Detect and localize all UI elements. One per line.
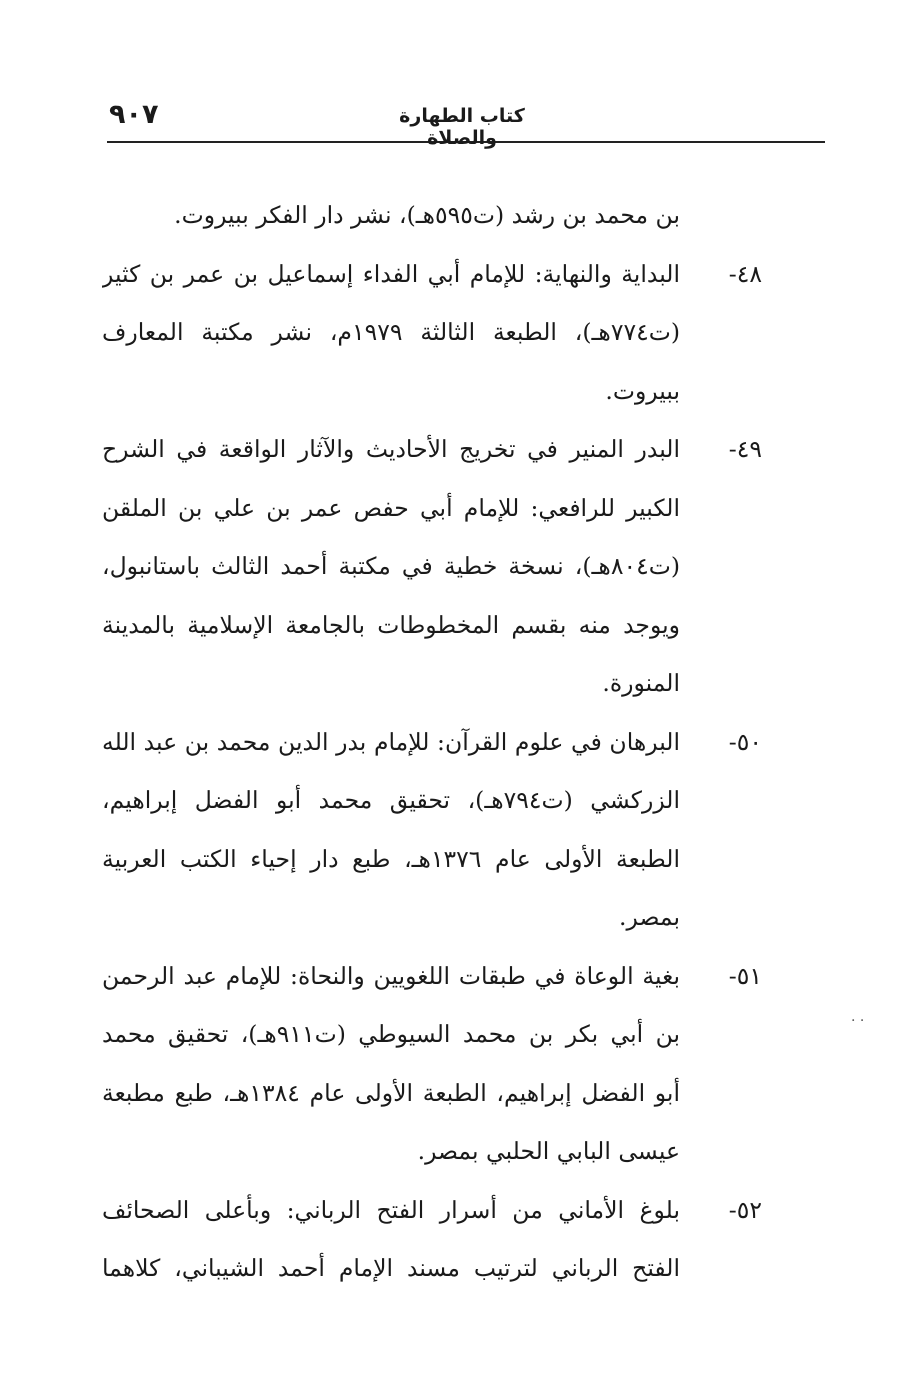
scan-speck: · · xyxy=(851,1013,865,1029)
entry-line: بلوغ الأماني من أسرار الفتح الرباني: وبأعلى الصحائف xyxy=(102,1195,680,1224)
entry-line: ببيروت. xyxy=(605,376,680,405)
continuation-line: بن محمد بن رشد (ت٥٩٥هـ)، نشر دار الفكر ببيروت. xyxy=(174,201,680,229)
bibliography-entry-52 xyxy=(102,1181,762,1298)
entry-line: الكبير للرافعي: للإمام أبي حفص عمر بن علي بن الملقن xyxy=(102,493,680,522)
entry-line: الطبعة الأولى عام ١٣٧٦هـ، طبع دار إحياء الكتب العربية xyxy=(102,844,680,873)
entry-line: ويوجد منه بقسم المخطوطات بالجامعة الإسلامية بالمدينة xyxy=(102,610,680,639)
entry-line: الزركشي (ت٧٩٤هـ)، تحقيق محمد أبو الفضل إبراهيم، xyxy=(102,786,680,814)
entry-line: بن أبي بكر بن محمد السيوطي (ت٩١١هـ)، تحقيق محمد xyxy=(102,1020,681,1048)
entry-line: عيسى البابي الحلبي بمصر. xyxy=(417,1137,680,1165)
entry-line: أبو الفضل إبراهيم، الطبعة الأولى عام ١٣٨٤هـ، طبع مطبعة xyxy=(102,1078,680,1107)
bibliography-entry-51 xyxy=(102,947,762,1181)
entry-line: (ت٧٧٤هـ)، الطبعة الثالثة ١٩٧٩م، نشر مكتبة المعارف xyxy=(102,318,680,346)
entry-number: ٥١- xyxy=(728,961,762,990)
bibliography-entry-50 xyxy=(102,713,762,947)
bibliography-entry-48 xyxy=(102,245,762,421)
entry-line: الفتح الرباني لترتيب مسند الإمام أحمد الشيباني، كلاهما xyxy=(102,1254,680,1282)
book-title: كتاب الطهارة والصلاة xyxy=(399,105,525,149)
entry-line: البرهان في علوم القرآن: للإمام بدر الدين محمد بن عبد الله xyxy=(102,727,680,756)
entry-number: ٥٠- xyxy=(728,727,762,756)
entry-number: ٤٨- xyxy=(728,259,762,288)
bibliography-list xyxy=(102,186,762,1298)
entry-line: بغية الوعاة في طبقات اللغويين والنحاة: للإمام عبد الرحمن xyxy=(102,961,680,990)
entry-number: ٥٢- xyxy=(728,1195,762,1224)
entry-line: المنورة. xyxy=(602,669,680,697)
entry-line: البدر المنير في تخريج الأحاديث والآثار الواقعة في الشرح xyxy=(102,435,680,463)
entry-number: ٤٩- xyxy=(728,435,762,463)
entry-line: البداية والنهاية: للإمام أبي الفداء إسماعيل بن عمر بن كثير xyxy=(102,259,680,288)
bibliography-entry-49 xyxy=(102,420,762,713)
entry-line: (ت٨٠٤هـ)، نسخة خطية في مكتبة أحمد الثالث باستانبول، xyxy=(102,552,680,580)
page-number: ٩٠٧ xyxy=(109,99,159,130)
page-header xyxy=(107,95,825,149)
entry-line: بمصر. xyxy=(619,903,680,931)
